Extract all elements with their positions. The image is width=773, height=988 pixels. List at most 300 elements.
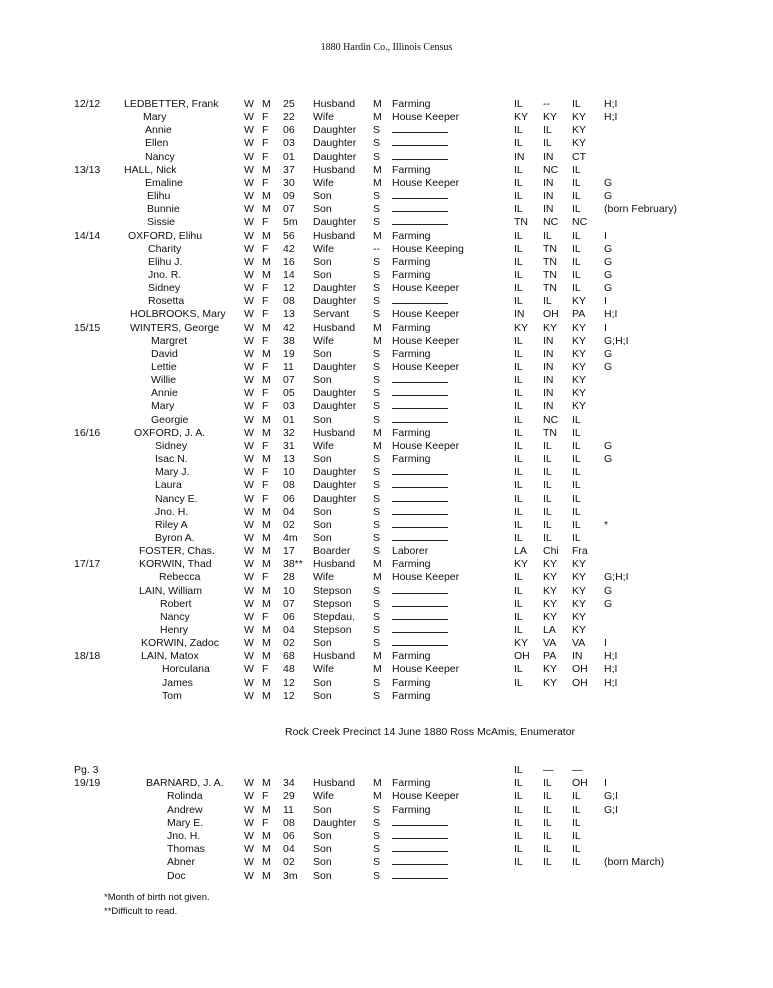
cell-occ xyxy=(392,124,448,137)
cell-rel: Servant xyxy=(313,308,350,321)
family-number: 13/13 xyxy=(74,163,101,176)
cell-b2: IN xyxy=(543,347,554,360)
cell-race: W xyxy=(244,137,254,150)
cell-b3: IL xyxy=(572,492,581,505)
cell-b3: IL xyxy=(572,856,581,869)
cell-sex: M xyxy=(262,584,271,597)
cell-age: 3m xyxy=(283,869,298,882)
cell-b1: KY xyxy=(514,111,529,124)
cell-note: G xyxy=(604,453,613,466)
cell-b3: IL xyxy=(572,531,581,544)
cell-rel: Wife xyxy=(313,439,334,452)
cell-occ xyxy=(392,374,448,387)
cell-age: 19 xyxy=(283,347,295,360)
census-row xyxy=(0,856,773,869)
census-row xyxy=(0,98,773,111)
cell-b1: IL xyxy=(514,229,523,242)
cell-b3: KY xyxy=(572,137,587,150)
person-name: Mary J. xyxy=(155,466,190,479)
cell-mar: M xyxy=(373,98,382,110)
cell-sex: M xyxy=(262,637,271,650)
census-row xyxy=(0,479,773,492)
cell-b2: IN xyxy=(543,387,554,400)
cell-b2: IN xyxy=(543,400,554,413)
cell-b2: TN xyxy=(543,268,557,281)
cell-b2: IN xyxy=(543,150,554,163)
cell-age: 04 xyxy=(283,843,295,856)
cell-b1: IL xyxy=(514,98,523,110)
cell-b2: IL xyxy=(543,229,552,242)
cell-age: 34 xyxy=(283,777,295,790)
cell-b3: IL xyxy=(572,453,581,466)
cell-sex: M xyxy=(262,347,271,360)
census-row xyxy=(0,387,773,400)
cell-sex: M xyxy=(262,268,271,281)
census-row xyxy=(0,830,773,843)
cell-mar: M xyxy=(373,111,382,124)
cell-b2: NC xyxy=(543,216,559,229)
cell-b2: NC xyxy=(543,163,559,176)
cell-sex: M xyxy=(262,374,271,387)
cell-b3: Fra xyxy=(572,545,588,558)
person-name: Thomas xyxy=(167,843,205,856)
cell-sex: F xyxy=(262,816,269,829)
cell-sex: F xyxy=(262,790,269,803)
cell-b3: KY xyxy=(572,374,587,387)
cell-rel: Son xyxy=(313,637,332,650)
cell-occ xyxy=(392,830,448,843)
cell-age: 5m xyxy=(283,216,298,229)
person-name: Charity xyxy=(148,242,182,255)
cell-b1: IL xyxy=(514,856,523,869)
cell-occ: Farming xyxy=(392,268,431,281)
cell-sex: F xyxy=(262,308,269,321)
cell-occ xyxy=(392,843,448,856)
cell-occ: Farming xyxy=(392,453,431,466)
cell-b3: IL xyxy=(572,242,581,255)
cell-b2: -- xyxy=(543,98,550,110)
cell-b2: IL xyxy=(543,803,552,816)
cell-note: G xyxy=(604,597,613,610)
cell-rel: Wife xyxy=(313,176,334,189)
cell-age: 28 xyxy=(283,571,295,584)
cell-b2: IL xyxy=(543,830,552,842)
cell-race: W xyxy=(244,308,254,321)
cell-mar: M xyxy=(373,777,382,790)
cell-race: W xyxy=(244,98,254,110)
person-name: Ellen xyxy=(145,137,169,150)
person-name: WINTERS, George xyxy=(130,321,220,334)
cell-mar: S xyxy=(373,190,381,203)
cell-b1: IL xyxy=(514,830,523,842)
cell-rel: Son xyxy=(313,843,332,856)
cell-mar: S xyxy=(373,203,381,216)
census-row xyxy=(0,216,773,229)
census-row xyxy=(0,151,773,164)
cell-mar: S xyxy=(373,308,381,321)
cell-note: G xyxy=(604,439,613,452)
cell-mar: S xyxy=(373,282,381,295)
person-name: LAIN, Matox xyxy=(141,650,199,663)
person-name: Rebecca xyxy=(159,571,201,584)
person-name: LEDBETTER, Frank xyxy=(124,98,219,110)
cell-b1: IL xyxy=(514,610,523,623)
cell-b2: LA xyxy=(543,624,556,636)
cell-occ: House Keeper xyxy=(392,282,460,295)
cell-occ: Farming xyxy=(392,98,431,110)
cell-rel: Son xyxy=(313,255,332,268)
page-title: 1880 Hardin Co., Illinois Census xyxy=(320,42,453,53)
cell-occ: House Keeper xyxy=(392,663,460,676)
cell-b3: IL xyxy=(572,229,581,242)
cell-sex: M xyxy=(262,676,271,689)
cell-age: 12 xyxy=(283,689,295,702)
cell-b3: — xyxy=(572,764,583,776)
census-row xyxy=(0,361,773,374)
cell-rel: Wife xyxy=(313,111,334,124)
cell-occ xyxy=(392,870,448,883)
person-name: Abner xyxy=(167,856,196,869)
cell-occ xyxy=(392,387,448,400)
cell-occ: Farming xyxy=(392,558,431,571)
cell-note: H;I xyxy=(604,650,618,663)
cell-b1: KY xyxy=(514,637,529,650)
cell-sex: F xyxy=(262,663,269,676)
cell-mar: S xyxy=(373,637,381,650)
cell-b2: IL xyxy=(543,137,552,150)
cell-b3: NC xyxy=(572,216,588,229)
cell-rel: Daughter xyxy=(313,816,357,829)
cell-b2: IL xyxy=(543,856,552,869)
cell-b2: IN xyxy=(543,176,554,189)
cell-mar: S xyxy=(373,479,381,492)
cell-sex: M xyxy=(262,531,271,544)
cell-rel: Daughter xyxy=(313,216,357,229)
cell-b3: IL xyxy=(572,816,581,829)
cell-b1: IL xyxy=(514,505,523,518)
cell-b3: KY xyxy=(572,334,587,347)
census-row xyxy=(0,532,773,545)
cell-b3: OH xyxy=(572,663,588,676)
cell-rel: Daughter xyxy=(313,387,357,400)
cell-age: 08 xyxy=(283,295,295,308)
cell-mar: M xyxy=(373,163,382,176)
cell-sex: M xyxy=(262,777,271,790)
cell-occ xyxy=(392,400,448,413)
cell-b2: IL xyxy=(543,124,552,137)
cell-b2: IN xyxy=(543,361,554,373)
census-row xyxy=(0,124,773,137)
cell-race: W xyxy=(244,268,254,281)
cell-occ xyxy=(392,585,448,598)
cell-mar: S xyxy=(373,597,381,610)
cell-b2: IL xyxy=(543,453,552,466)
person-name: Isac N. xyxy=(155,453,188,466)
cell-b1: IL xyxy=(514,295,523,308)
cell-mar: M xyxy=(373,663,382,676)
cell-note: G xyxy=(604,268,613,281)
cell-sex: M xyxy=(262,190,271,203)
cell-race: W xyxy=(244,531,254,544)
cell-b3: KY xyxy=(572,400,587,413)
cell-rel: Stepson xyxy=(313,597,352,610)
cell-age: 05 xyxy=(283,387,295,400)
cell-occ xyxy=(392,151,448,164)
cell-sex: M xyxy=(262,650,271,663)
cell-b2: IL xyxy=(543,531,552,544)
cell-rel: Stepdau. xyxy=(313,610,356,623)
person-name: David xyxy=(151,347,178,360)
family-number: 15/15 xyxy=(74,321,101,334)
cell-age: 08 xyxy=(283,816,295,829)
cell-b2: KY xyxy=(543,663,558,676)
cell-b1: KY xyxy=(514,558,529,571)
cell-b1: IL xyxy=(514,439,523,452)
cell-mar: S xyxy=(373,856,381,869)
cell-race: W xyxy=(244,282,254,295)
census-row xyxy=(0,650,773,663)
cell-b1: IL xyxy=(514,816,523,829)
cell-occ xyxy=(392,190,448,203)
cell-b3: IL xyxy=(572,803,581,816)
census-row xyxy=(0,598,773,611)
cell-b3: IL xyxy=(572,163,581,176)
cell-sex: M xyxy=(262,229,271,242)
cell-mar: S xyxy=(373,689,381,702)
person-name: KORWIN, Thad xyxy=(139,558,212,571)
cell-mar: S xyxy=(373,374,381,387)
census-row xyxy=(0,295,773,308)
cell-mar: S xyxy=(373,830,381,842)
cell-occ: Farming xyxy=(392,321,431,334)
census-row xyxy=(0,414,773,427)
cell-occ: Farming xyxy=(392,676,431,689)
census-row xyxy=(0,585,773,598)
cell-mar: M xyxy=(373,439,382,452)
cell-b3: KY xyxy=(572,571,587,584)
cell-note: I xyxy=(604,777,607,790)
cell-age: 4m xyxy=(283,531,298,544)
person-name: Georgie xyxy=(151,413,189,426)
cell-sex: F xyxy=(262,400,269,413)
cell-age: 04 xyxy=(283,505,295,518)
person-name: Jno. H. xyxy=(167,830,201,842)
cell-age: 01 xyxy=(283,150,295,163)
cell-occ: House Keeper xyxy=(392,308,460,321)
cell-note: I xyxy=(604,229,607,242)
cell-race: W xyxy=(244,361,254,373)
cell-sex: M xyxy=(262,803,271,816)
cell-b1: IL xyxy=(514,203,523,216)
cell-mar: S xyxy=(373,255,381,268)
cell-b3: KY xyxy=(572,347,587,360)
cell-sex: F xyxy=(262,124,269,137)
cell-b1: TN xyxy=(514,216,528,229)
cell-b2: IL xyxy=(543,479,552,492)
cell-b2: KY xyxy=(543,571,558,584)
cell-b2: Chi xyxy=(543,545,559,558)
cell-race: W xyxy=(244,242,254,255)
cell-b3: VA xyxy=(572,637,586,650)
cell-b3: IL xyxy=(572,479,581,492)
census-row xyxy=(0,177,773,190)
footnote-difficult: **Difficult to read. xyxy=(104,906,178,917)
cell-note: G xyxy=(604,190,613,203)
cell-b2: VA xyxy=(543,637,557,650)
person-name: Annie xyxy=(145,124,172,137)
cell-race: W xyxy=(244,203,254,216)
cell-b2: PA xyxy=(543,650,557,663)
cell-b3: IL xyxy=(572,518,581,531)
cell-b2: IL xyxy=(543,466,552,479)
census-row xyxy=(0,493,773,506)
cell-sex: M xyxy=(262,203,271,216)
cell-sex: M xyxy=(262,98,271,110)
census-row xyxy=(0,164,773,177)
cell-b3: KY xyxy=(572,584,587,597)
person-name: Tom xyxy=(162,689,182,702)
person-name: Sidney xyxy=(155,439,188,452)
cell-rel: Husband xyxy=(313,229,356,242)
cell-rel: Son xyxy=(313,374,332,387)
person-name: Emaline xyxy=(145,176,183,189)
cell-b1: IL xyxy=(514,374,523,387)
cell-age: 07 xyxy=(283,374,295,387)
cell-b3: OH xyxy=(572,777,588,790)
cell-race: W xyxy=(244,689,254,702)
cell-mar: M xyxy=(373,229,382,242)
cell-race: W xyxy=(244,816,254,829)
census-row xyxy=(0,282,773,295)
cell-occ xyxy=(392,637,448,650)
person-name: Mary xyxy=(151,400,175,413)
cell-occ xyxy=(392,532,448,545)
cell-age: 30 xyxy=(283,176,295,189)
cell-rel: Wife xyxy=(313,571,334,584)
cell-b1: IL xyxy=(514,676,523,689)
cell-note: I xyxy=(604,321,607,334)
cell-rel: Husband xyxy=(313,558,356,571)
cell-rel: Daughter xyxy=(313,295,357,308)
cell-occ xyxy=(392,598,448,611)
cell-mar: S xyxy=(373,400,381,413)
cell-race: W xyxy=(244,597,254,610)
cell-mar: S xyxy=(373,584,381,597)
cell-rel: Son xyxy=(313,531,332,544)
cell-b3: OH xyxy=(572,676,588,689)
cell-occ xyxy=(392,414,448,427)
census-row xyxy=(0,571,773,584)
cell-b1: LA xyxy=(514,545,527,558)
cell-age: 37 xyxy=(283,163,295,176)
cell-rel: Husband xyxy=(313,650,356,663)
cell-b1: IL xyxy=(514,453,523,466)
person-name: Annie xyxy=(151,387,178,400)
cell-race: W xyxy=(244,453,254,466)
cell-sex: F xyxy=(262,439,269,452)
cell-b2: KY xyxy=(543,558,558,571)
cell-occ: House Keeper xyxy=(392,790,460,803)
cell-b1: IL xyxy=(514,803,523,816)
cell-mar: M xyxy=(373,426,382,439)
cell-note: G xyxy=(604,176,613,189)
cell-sex: F xyxy=(262,150,269,163)
cell-occ: Farming xyxy=(392,229,431,242)
cell-b2: TN xyxy=(543,255,557,268)
cell-rel: Husband xyxy=(313,777,356,790)
cell-race: W xyxy=(244,255,254,268)
cell-sex: M xyxy=(262,453,271,466)
cell-mar: S xyxy=(373,150,381,163)
cell-b2: KY xyxy=(543,676,558,689)
person-name: HALL, Nick xyxy=(124,163,177,176)
cell-rel: Daughter xyxy=(313,400,357,413)
person-name: Riley A xyxy=(155,518,188,531)
cell-sex: M xyxy=(262,624,271,636)
census-row xyxy=(0,466,773,479)
cell-b1: KY xyxy=(514,321,529,334)
cell-b1: IL xyxy=(514,387,523,400)
cell-b1: IL xyxy=(514,413,523,426)
cell-b3: IL xyxy=(572,413,581,426)
cell-rel: Son xyxy=(313,190,332,203)
census-row xyxy=(0,308,773,321)
census-row xyxy=(0,777,773,790)
cell-b1: IL xyxy=(514,584,523,597)
cell-b2: IL xyxy=(543,790,552,803)
cell-mar: S xyxy=(373,803,381,816)
cell-occ: Farming xyxy=(392,347,431,360)
cell-occ xyxy=(392,856,448,869)
cell-b1: IL xyxy=(514,137,523,150)
cell-rel: Boarder xyxy=(313,545,351,558)
cell-b3: PA xyxy=(572,308,586,321)
cell-occ xyxy=(392,624,448,637)
cell-race: W xyxy=(244,466,254,479)
cell-b1: IL xyxy=(514,361,523,373)
cell-sex: F xyxy=(262,479,269,492)
cell-mar: S xyxy=(373,531,381,544)
cell-race: W xyxy=(244,150,254,163)
family-number: 18/18 xyxy=(74,650,101,663)
cell-rel: Son xyxy=(313,830,332,842)
person-name: Jno. R. xyxy=(148,268,182,281)
census-row xyxy=(0,545,773,558)
cell-occ xyxy=(392,817,448,830)
person-name: Nancy xyxy=(145,150,175,163)
cell-sex: M xyxy=(262,689,271,702)
cell-race: W xyxy=(244,856,254,869)
cell-age: 03 xyxy=(283,400,295,413)
census-row xyxy=(0,111,773,124)
cell-mar: S xyxy=(373,492,381,505)
cell-b2: IN xyxy=(543,334,554,347)
cell-b1: IL xyxy=(514,663,523,676)
cell-sex: F xyxy=(262,610,269,623)
cell-race: W xyxy=(244,790,254,803)
person-name: Willie xyxy=(151,374,177,387)
family-number: 16/16 xyxy=(74,426,101,439)
cell-occ: Farming xyxy=(392,255,431,268)
cell-b2: IN xyxy=(543,203,554,216)
cell-note: H;I xyxy=(604,308,618,321)
cell-age: 06 xyxy=(283,124,295,137)
cell-occ: House Keeper xyxy=(392,439,460,452)
cell-b1: IL xyxy=(514,843,523,856)
cell-rel: Son xyxy=(313,347,332,360)
census-row xyxy=(0,690,773,703)
cell-b3: IL xyxy=(572,439,581,452)
